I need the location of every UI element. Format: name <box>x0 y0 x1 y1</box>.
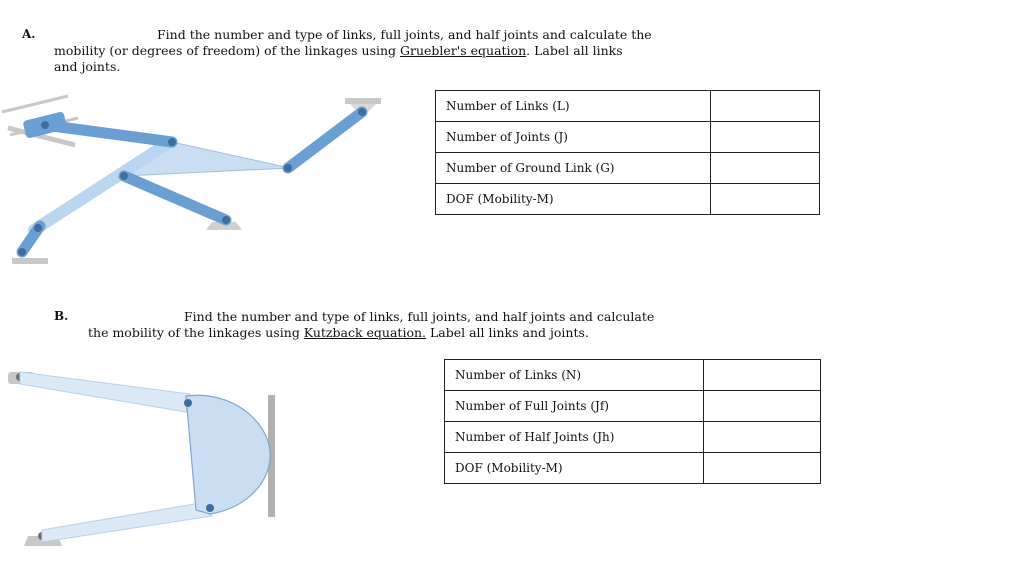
row-label: Number of Ground Link (G) <box>436 153 711 184</box>
joint <box>18 248 26 256</box>
section-a-line2-pre: mobility (or degrees of freedom) of the linkages using <box>54 43 401 58</box>
row-label: Number of Half Joints (Jh) <box>445 422 704 453</box>
row-label: DOF (Mobility-M) <box>436 184 711 215</box>
joint <box>184 399 192 407</box>
joint <box>206 504 214 512</box>
section-b-letter: B. <box>54 309 69 323</box>
row-label: Number of Links (L) <box>436 91 711 122</box>
linkage-a-diagram <box>2 96 381 264</box>
row-label: DOF (Mobility-M) <box>445 453 704 484</box>
joint <box>168 138 176 146</box>
section-b-line2-post: Label all links and joints. <box>426 325 589 340</box>
row-label: Number of Links (N) <box>445 360 704 391</box>
joint <box>222 216 230 224</box>
row-label: Number of Full Joints (Jf) <box>445 391 704 422</box>
grueblers-equation-link: Gruebler's equation <box>400 43 527 58</box>
joint <box>41 121 49 129</box>
joint <box>358 108 366 116</box>
cam-coupler <box>186 395 270 514</box>
link-rocker <box>288 112 362 168</box>
section-a-line1: Find the number and type of links, full joints, and half joints and calculate the <box>157 27 652 42</box>
section-a-line3: and joints. <box>54 59 121 74</box>
link-slider-plate <box>45 125 172 142</box>
ground-bottom-left <box>12 258 48 264</box>
section-a-letter: A. <box>22 27 36 41</box>
linkage-b-diagram <box>8 372 275 546</box>
lower-link <box>42 502 212 542</box>
joint <box>34 224 42 232</box>
link-plate-ground <box>124 176 226 220</box>
joint <box>284 164 292 172</box>
section-a-line2-post: . Label all links <box>526 43 623 58</box>
row-label: Number of Joints (J) <box>436 122 711 153</box>
upper-link <box>20 372 190 412</box>
kutzback-equation-link: Kutzback equation. <box>303 325 426 340</box>
joint <box>120 172 128 180</box>
section-b-line1: Find the number and type of links, full joints, and half joints and calculate <box>184 309 655 324</box>
section-b-line2-pre: the mobility of the linkages using <box>88 325 304 340</box>
